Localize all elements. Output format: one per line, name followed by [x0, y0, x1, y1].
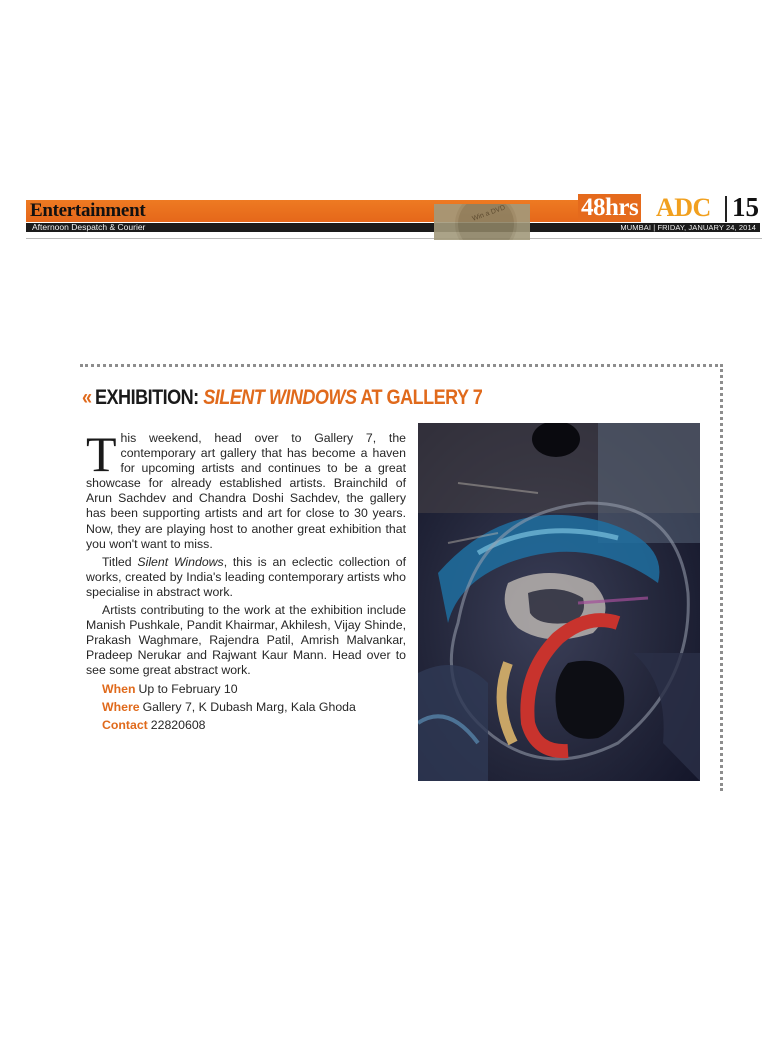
when-value: Up to February 10 — [138, 681, 238, 696]
headline-tail: AT GALLERY 7 — [360, 386, 483, 409]
divider — [26, 238, 762, 239]
section-title: Entertainment — [30, 200, 146, 221]
paragraph-1 — [86, 426, 406, 552]
when-label: When — [102, 681, 136, 696]
paragraph-1-text: his weekend, head over to Gallery 7, the contemporary art gallery that has become a haven for upcoming artists and continues to be a great showcase for already established artists. Brainchild of Arun Sachdev and Chandra Doshi Sachdev, the gallery has been supporting artists and art for close to 30 years. Now, they are playing host to another great exhibition that you won't want to miss. — [86, 431, 406, 551]
headline-title: SILENT WINDOWS — [203, 386, 357, 409]
abstract-painting — [418, 423, 700, 781]
contact-value: 22820608 — [150, 718, 206, 733]
contact-line — [86, 718, 406, 733]
exhibition-title: Silent Windows — [137, 554, 224, 569]
brand-48hrs: 48hrs — [578, 194, 641, 222]
promo-stamp — [434, 204, 530, 240]
brand-adc-logo: ADC — [656, 193, 711, 222]
page-number: 15 — [732, 192, 759, 222]
article-headline — [82, 385, 482, 411]
drop-cap: T — [86, 426, 117, 482]
paragraph-2 — [86, 555, 406, 600]
where-label: Where — [102, 699, 140, 714]
headline-lead: EXHIBITION: — [94, 386, 199, 409]
paper-name: Afternoon Despatch & Courier — [32, 222, 146, 232]
headline-marker: « — [82, 386, 92, 409]
stamp-text: Win a DVD — [471, 204, 507, 223]
artwork-image — [418, 423, 700, 781]
where-line — [86, 700, 406, 715]
article-box — [80, 364, 723, 791]
contact-label: Contact — [102, 718, 148, 733]
dateline: MUMBAI | FRIDAY, JANUARY 24, 2014 — [620, 223, 756, 232]
paragraph-3: Artists contributing to the work at the exhibition include Manish Pushkale, Pandit Khairmar, Akhilesh, Vijay Shinde, Prakash Waghmare, Rajendra Patil, Amrish Malvankar, Pradeep Nerukar and Rajwant Kaur Mann. Head over to see some great abstract work. — [86, 603, 406, 678]
article-body — [86, 426, 406, 736]
brand-separator — [725, 196, 727, 222]
paragraph-2-text-a: Titled — [102, 554, 138, 569]
where-value: Gallery 7, K Dubash Marg, Kala Ghoda — [142, 699, 356, 714]
masthead — [22, 192, 762, 242]
paragraph-2-text-b: , this is an eclectic collection of works, created by India's leading contemporary artists who specialise in abstract work. — [86, 554, 406, 599]
when-line — [86, 682, 406, 697]
